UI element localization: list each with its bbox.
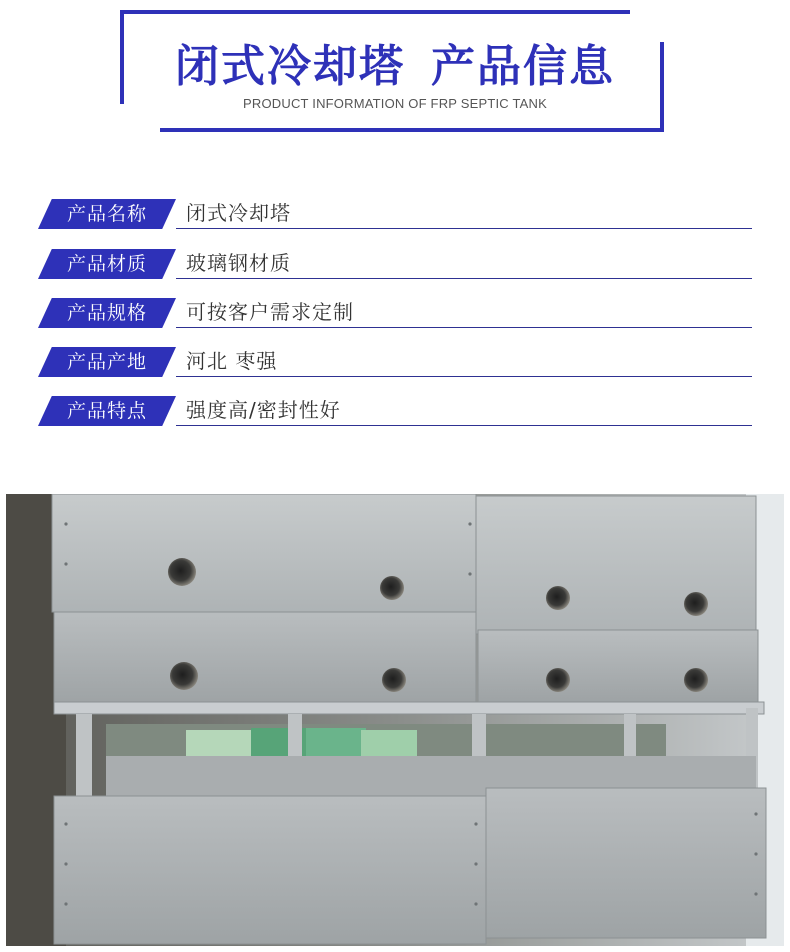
info-value: 强度高/密封性好 xyxy=(186,398,341,422)
info-value: 玻璃钢材质 xyxy=(186,251,291,275)
info-divider xyxy=(176,228,752,229)
basin-panel-right xyxy=(486,788,766,938)
info-row-material xyxy=(38,249,752,283)
info-value: 闭式冷却塔 xyxy=(186,201,291,225)
info-value: 河北 枣强 xyxy=(186,349,278,373)
tower-panel-mid-right xyxy=(478,630,758,702)
header-frame-bottom xyxy=(160,128,664,132)
info-divider xyxy=(176,327,752,328)
info-row-origin xyxy=(38,347,752,381)
info-divider xyxy=(176,425,752,426)
info-divider xyxy=(176,376,752,377)
header-frame-top xyxy=(120,10,630,14)
tower-panel-top-right xyxy=(476,496,756,634)
info-label: 产品产地 xyxy=(66,351,147,373)
pipe-port xyxy=(684,668,708,692)
info-label: 产品规格 xyxy=(66,302,147,324)
basin-panel-left xyxy=(54,796,486,944)
pipe-port xyxy=(684,592,708,616)
pipe-port xyxy=(382,668,406,692)
tower-panel-mid-left xyxy=(54,612,476,704)
pipe-port xyxy=(380,576,404,600)
info-divider xyxy=(176,278,752,279)
frame-beam xyxy=(54,702,764,714)
page-subtitle: PRODUCT INFORMATION OF FRP SEPTIC TANK xyxy=(243,96,547,111)
info-row-spec xyxy=(38,298,752,332)
pipe-port xyxy=(168,558,196,586)
tower-panel-top-left xyxy=(52,494,476,612)
info-label: 产品材质 xyxy=(66,253,147,275)
product-photo xyxy=(6,494,784,946)
pipe-port xyxy=(170,662,198,690)
pipe-port xyxy=(546,586,570,610)
page-title-product: 闭式冷却塔 xyxy=(175,41,405,92)
info-value: 可按客户需求定制 xyxy=(186,300,354,324)
info-row-name xyxy=(38,199,752,233)
page-title-info: 产品信息 xyxy=(431,41,615,92)
info-row-features xyxy=(38,396,752,430)
info-label: 产品名称 xyxy=(66,203,147,225)
pipe-port xyxy=(546,668,570,692)
info-label: 产品特点 xyxy=(66,400,147,422)
page-title xyxy=(120,30,670,94)
